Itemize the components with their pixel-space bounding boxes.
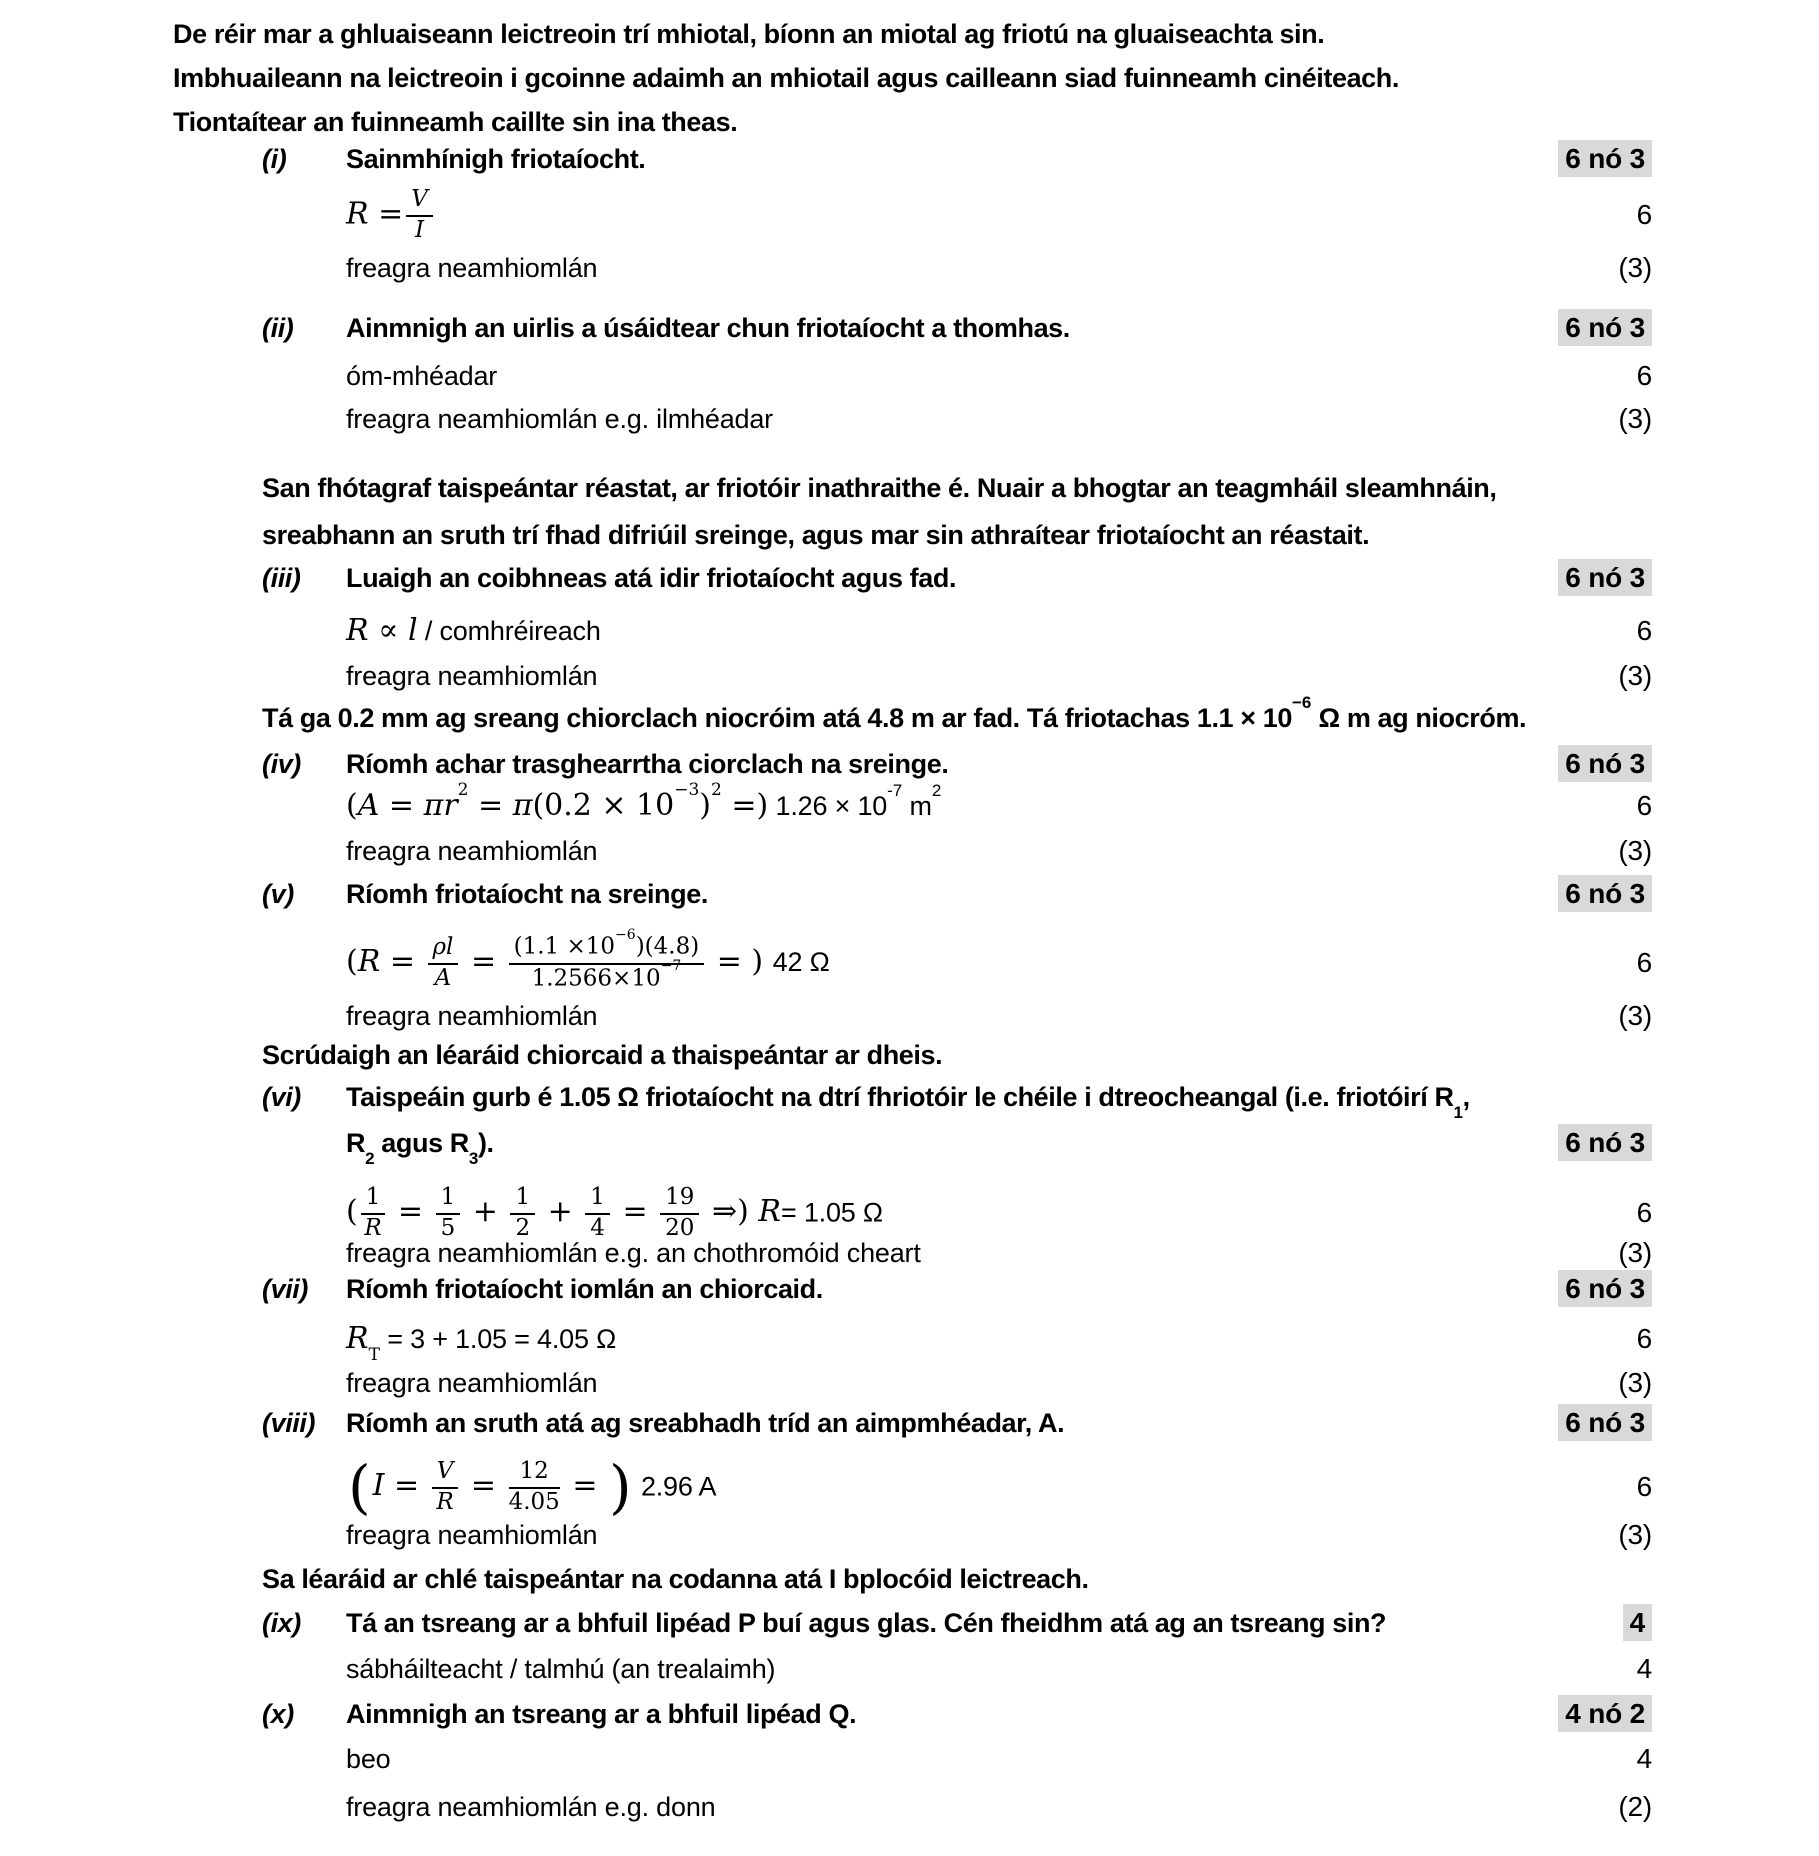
implies-arrow: ⇒) (702, 1194, 759, 1229)
fraction-denominator: I (415, 216, 425, 243)
formula-vi (346, 1185, 883, 1242)
paragraph-plug: Sa léaráid ar chlé taispeántar na codanna atá I bplocóid leictreach. (262, 1564, 1089, 1594)
question-row-iv (262, 748, 1652, 780)
paragraph-circuit: Scrúdaigh an léaráid chiorcaid a thaispeántar ar dheis. (262, 1040, 943, 1070)
subscript: 2 (365, 1148, 375, 1168)
marks-cell (1558, 1127, 1652, 1159)
math-op: = (384, 1468, 429, 1503)
math-var: R (758, 1194, 781, 1229)
question-text-ix: Tá an tsreang ar a bhfuil lipéad P buí agus glas. Cén fheidhm atá ag an tsreang sin? (346, 1608, 1387, 1638)
fraction (510, 1185, 535, 1242)
marks-cell (1558, 143, 1652, 175)
math-op: = (461, 944, 506, 979)
fraction (406, 187, 433, 244)
formula-v (346, 926, 830, 992)
marks-badge-i: 6 nó 3 (1558, 140, 1652, 177)
partial-row-vi (262, 1237, 1652, 1269)
answer-x: beo (346, 1744, 391, 1774)
marks-cell (1558, 312, 1652, 344)
mark-partial-vi: (3) (1618, 1237, 1652, 1268)
answer-row-vii (262, 1321, 1652, 1366)
fraction-denominator: 2 (515, 1214, 531, 1241)
marks-badge-ii: 6 nó 3 (1558, 309, 1652, 346)
marks-badge-iv: 6 nó 3 (1558, 745, 1652, 782)
fraction (436, 1185, 461, 1242)
partial-row-iv (262, 835, 1652, 867)
question-text-viii: Ríomh an sruth atá ag sreabhadh tríd an aimpmhéadar, A. (346, 1408, 1065, 1438)
math-var: I (372, 1468, 385, 1503)
question-text-iv: Ríomh achar trasghearrtha ciorclach na sreinge. (346, 749, 949, 779)
question-text-x: Ainmnigh an tsreang ar a bhfuil lipéad Q. (346, 1699, 857, 1729)
partial-row-v (262, 1000, 1652, 1032)
fraction-numerator: 1 (585, 1185, 610, 1215)
marks-cell (1558, 1698, 1652, 1730)
partial-row-ii (262, 403, 1652, 435)
intro-line-2: Imbhuaileann na leictreoin i gcoinne adaimh an mhiotail agus cailleann siad fuinneamh cinéiteach. (173, 63, 1399, 93)
question-text: Taispeáin gurb é 1.05 Ω friotaíocht na dtrí fhriotóir le chéile i dtreocheangal (i.e. friotóirí R (346, 1082, 1454, 1112)
math-op: = (468, 788, 513, 823)
question-text-i: Sainmhínigh friotaíocht. (346, 144, 646, 174)
fraction (509, 926, 705, 992)
fraction-numerator: 19 (660, 1185, 699, 1215)
answer-ii: óm-mhéadar (346, 361, 498, 391)
answer-row-x (262, 1743, 1652, 1775)
marks-badge-x: 4 nó 2 (1558, 1695, 1652, 1732)
fraction-denominator: A (434, 964, 452, 991)
fraction (660, 1185, 699, 1242)
math-op: =) (721, 788, 769, 823)
partial-answer-vii: freagra neamhiomlán (346, 1368, 598, 1398)
exponent: −3 (674, 779, 700, 800)
subscript: 1 (1453, 1102, 1463, 1122)
item-number-iii: (iii) (262, 563, 301, 593)
mark-full-ix: 4 (1636, 1653, 1652, 1684)
mark-full-vii: 6 (1636, 1323, 1652, 1354)
mark-full-vi: 6 (1636, 1197, 1652, 1228)
answer-iii (346, 613, 601, 648)
question-text-iii: Luaigh an coibhneas atá idir friotaíocht agus fad. (346, 563, 957, 593)
paragraph-photo-line-1: San fhótagraf taispeántar réastat, ar friotóir inathraithe é. Nuair a bhogtar an teagmháil sleamhnáin, (262, 473, 1497, 503)
math-text: 1.2566×10 (531, 965, 661, 992)
partial-answer-iii: freagra neamhiomlán (346, 661, 598, 691)
math-op: = ) (707, 944, 773, 979)
fraction (361, 1185, 386, 1242)
marks-badge-viii: 6 nó 3 (1558, 1404, 1652, 1441)
item-number-iv: (iv) (262, 749, 301, 779)
paragraph-wire-text: Ω m ag niocróm. (1311, 703, 1527, 733)
question-text: , (1462, 1082, 1470, 1112)
proportional-symbol: ∝ (368, 613, 408, 648)
fraction-numerator: 1 (361, 1185, 386, 1215)
question-row-vii (262, 1273, 1652, 1305)
exponent: 2 (457, 779, 469, 800)
question-row-ii (262, 312, 1652, 344)
mark-full-iv: 6 (1636, 790, 1652, 821)
fraction (428, 935, 459, 992)
question-text: ). (477, 1128, 494, 1158)
fraction-denominator (509, 958, 705, 992)
result-text: = 1.05 Ω (780, 1197, 883, 1227)
question-text-v: Ríomh friotaíocht na sreinge. (346, 879, 708, 909)
result-text: 42 Ω (772, 947, 830, 977)
fraction (432, 1459, 459, 1516)
exponent: 2 (711, 779, 722, 800)
math-op: = (562, 1468, 607, 1503)
question-text: agus R (374, 1128, 469, 1158)
answer-row-iii (262, 613, 1652, 648)
question-text-vi-line1 (346, 1082, 1470, 1122)
formula-row-viii (262, 1443, 1652, 1531)
intro-line-3: Tiontaítear an fuinneamh caillte sin ina theas. (173, 107, 738, 137)
item-number-i: (i) (262, 144, 287, 174)
marks-cell (1558, 1273, 1652, 1305)
question-row-i (262, 143, 1652, 175)
fraction-numerator: 1 (436, 1185, 461, 1215)
marks-badge-vi: 6 nó 3 (1558, 1124, 1652, 1161)
mark-partial-iii: (3) (1618, 660, 1652, 691)
question-row-iii (262, 562, 1652, 594)
fraction-numerator: ρl (428, 935, 459, 965)
intro-paragraph (173, 12, 1399, 144)
fraction (509, 1459, 560, 1516)
result-text: m (902, 791, 932, 821)
partial-answer-viii: freagra neamhiomlán (346, 1520, 598, 1550)
math-op: = (612, 1194, 658, 1229)
mark-full-iii: 6 (1636, 615, 1652, 646)
question-row-vi-line1 (262, 1082, 1652, 1122)
mark-full-v: 6 (1636, 947, 1652, 978)
item-number-v: (v) (262, 879, 294, 909)
item-number-viii: (viii) (262, 1408, 316, 1438)
math-text: (0.2 × 10 (532, 788, 675, 823)
answer-text: = 3 + 1.05 = 4.05 Ω (379, 1324, 617, 1354)
math-var: R (346, 196, 369, 231)
intro-line-1: De réir mar a ghluaiseann leictreoin trí mhiotal, bíonn an miotal ag friotú na gluaiseachta sin. (173, 19, 1325, 49)
fraction-denominator: 5 (440, 1214, 456, 1241)
item-number-ix: (ix) (262, 1608, 301, 1638)
result-text: 1.26 × 10 (768, 791, 888, 821)
partial-answer-x: freagra neamhiomlán e.g. donn (346, 1792, 716, 1822)
paren: ( (346, 1194, 358, 1229)
marks-cell (1558, 562, 1652, 594)
subscript: 3 (468, 1148, 478, 1168)
math-var: R (346, 613, 369, 648)
fraction-denominator: 4.05 (508, 1488, 560, 1515)
partial-row-vii (262, 1367, 1652, 1399)
answer-row-ix (262, 1653, 1652, 1685)
question-text-vi-line2 (346, 1128, 494, 1168)
partial-row-i (262, 252, 1652, 284)
fraction-numerator: V (406, 187, 433, 217)
mark-partial-i: (3) (1618, 252, 1652, 283)
question-row-v (262, 878, 1652, 910)
mark-full-i: 6 (1636, 199, 1652, 230)
math-var: R (357, 944, 381, 979)
question-row-viii (262, 1407, 1652, 1439)
math-var: πr (423, 788, 458, 823)
question-text: R (346, 1128, 366, 1158)
math-var: l (407, 613, 418, 648)
question-text-ii: Ainmnigh an uirlis a úsáidtear chun friotaíocht a thomhas. (346, 313, 1070, 343)
marks-cell (1558, 1407, 1652, 1439)
math-var: A (357, 788, 380, 823)
item-number-vii: (vii) (262, 1274, 309, 1304)
answer-ix: sábháilteacht / talmhú (an trealaimh) (346, 1654, 776, 1684)
formula-iv (346, 779, 942, 823)
partial-row-x (262, 1791, 1652, 1823)
formula-row-iv (262, 779, 1652, 823)
paragraph-photo-line-2: sreabhann an sruth trí fhad difriúil sreinge, agus mar sin athraítear friotaíocht an réastait. (262, 520, 1370, 550)
partial-answer-i: freagra neamhiomlán (346, 253, 598, 283)
math-var: R (346, 1321, 369, 1356)
paragraph-wire-text: Tá ga 0.2 mm ag sreang chiorclach niocróim atá 4.8 m ar fad. Tá friotachas 1.1 × 10 (262, 703, 1292, 733)
fraction (585, 1185, 610, 1242)
partial-row-iii (262, 660, 1652, 692)
math-text: (1.1 ×10 (513, 933, 616, 960)
partial-answer-vi: freagra neamhiomlán e.g. an chothromóid cheart (346, 1238, 921, 1268)
exponent: −6 (615, 926, 636, 943)
marks-cell (1558, 878, 1652, 910)
mark-partial-ii: (3) (1618, 403, 1652, 434)
fraction-numerator: 12 (509, 1459, 560, 1489)
mark-full-viii: 6 (1636, 1471, 1652, 1502)
math-op: = (380, 944, 425, 979)
marks-cell (1623, 1607, 1652, 1639)
math-op: = (368, 196, 404, 231)
marks-badge-v: 6 nó 3 (1558, 875, 1652, 912)
paragraph-wire (262, 692, 1527, 734)
fraction-denominator: 20 (665, 1214, 695, 1241)
partial-answer-v: freagra neamhiomlán (346, 1001, 598, 1031)
question-text-vii: Ríomh friotaíocht iomlán an chiorcaid. (346, 1274, 823, 1304)
fraction-denominator: R (364, 1214, 382, 1241)
formula-row-i (262, 178, 1652, 252)
fraction-numerator: V (432, 1459, 459, 1489)
mark-partial-vii: (3) (1618, 1367, 1652, 1398)
paragraph-photo (262, 465, 1497, 559)
mark-partial-v: (3) (1618, 1000, 1652, 1031)
question-row-ix (262, 1607, 1652, 1639)
item-number-ii: (ii) (262, 313, 294, 343)
paren: ) (699, 788, 712, 823)
math-op: + (463, 1194, 508, 1229)
exponent: -7 (887, 780, 903, 800)
marks-cell (1558, 748, 1652, 780)
paren: ( (346, 944, 358, 979)
formula-row-v (262, 913, 1652, 1013)
fraction-denominator: 4 (590, 1214, 605, 1241)
mark-partial-viii: (3) (1618, 1519, 1652, 1550)
subscript: T (368, 1345, 380, 1366)
question-row-x (262, 1698, 1652, 1730)
result-text: 2.96 A (633, 1471, 717, 1501)
item-number-vi: (vi) (262, 1082, 301, 1112)
formula-i (346, 187, 436, 244)
mark-full-x: 4 (1636, 1743, 1652, 1774)
exponent: 2 (931, 780, 942, 800)
partial-answer-ii: freagra neamhiomlán e.g. ilmhéadar (346, 404, 773, 434)
mark-partial-iv: (3) (1618, 835, 1652, 866)
formula-viii: (I = $\frac{V}{R}$ = $\frac{12}{4.05}$ = ) 2.96 A (348, 1453, 717, 1521)
answer-row-ii (262, 360, 1652, 392)
math-op: = (388, 1194, 433, 1229)
math-op: = (379, 788, 424, 823)
mark-full-ii: 6 (1636, 360, 1652, 391)
exponent: −7 (660, 958, 682, 975)
marks-badge-iii: 6 nó 3 (1558, 559, 1652, 596)
marks-badge-vii: 6 nó 3 (1558, 1270, 1652, 1307)
math-op: + (538, 1194, 583, 1229)
math-text: )(4.8) (635, 933, 700, 960)
fraction-numerator: 1 (510, 1185, 535, 1215)
question-row-vi-line2 (262, 1127, 1652, 1168)
exponent: −6 (1291, 692, 1312, 712)
mark-partial-x: (2) (1618, 1791, 1652, 1822)
answer-vii (346, 1321, 617, 1366)
math-var: π (512, 788, 533, 823)
partial-row-viii (262, 1519, 1652, 1551)
math-op: = (461, 1468, 506, 1503)
partial-answer-iv: freagra neamhiomlán (346, 836, 598, 866)
answer-text: / comhréireach (417, 616, 601, 646)
marks-badge-ix: 4 (1623, 1604, 1652, 1641)
fraction-denominator: R (436, 1488, 454, 1515)
paren: ( (346, 788, 358, 823)
item-number-x: (x) (262, 1699, 294, 1729)
